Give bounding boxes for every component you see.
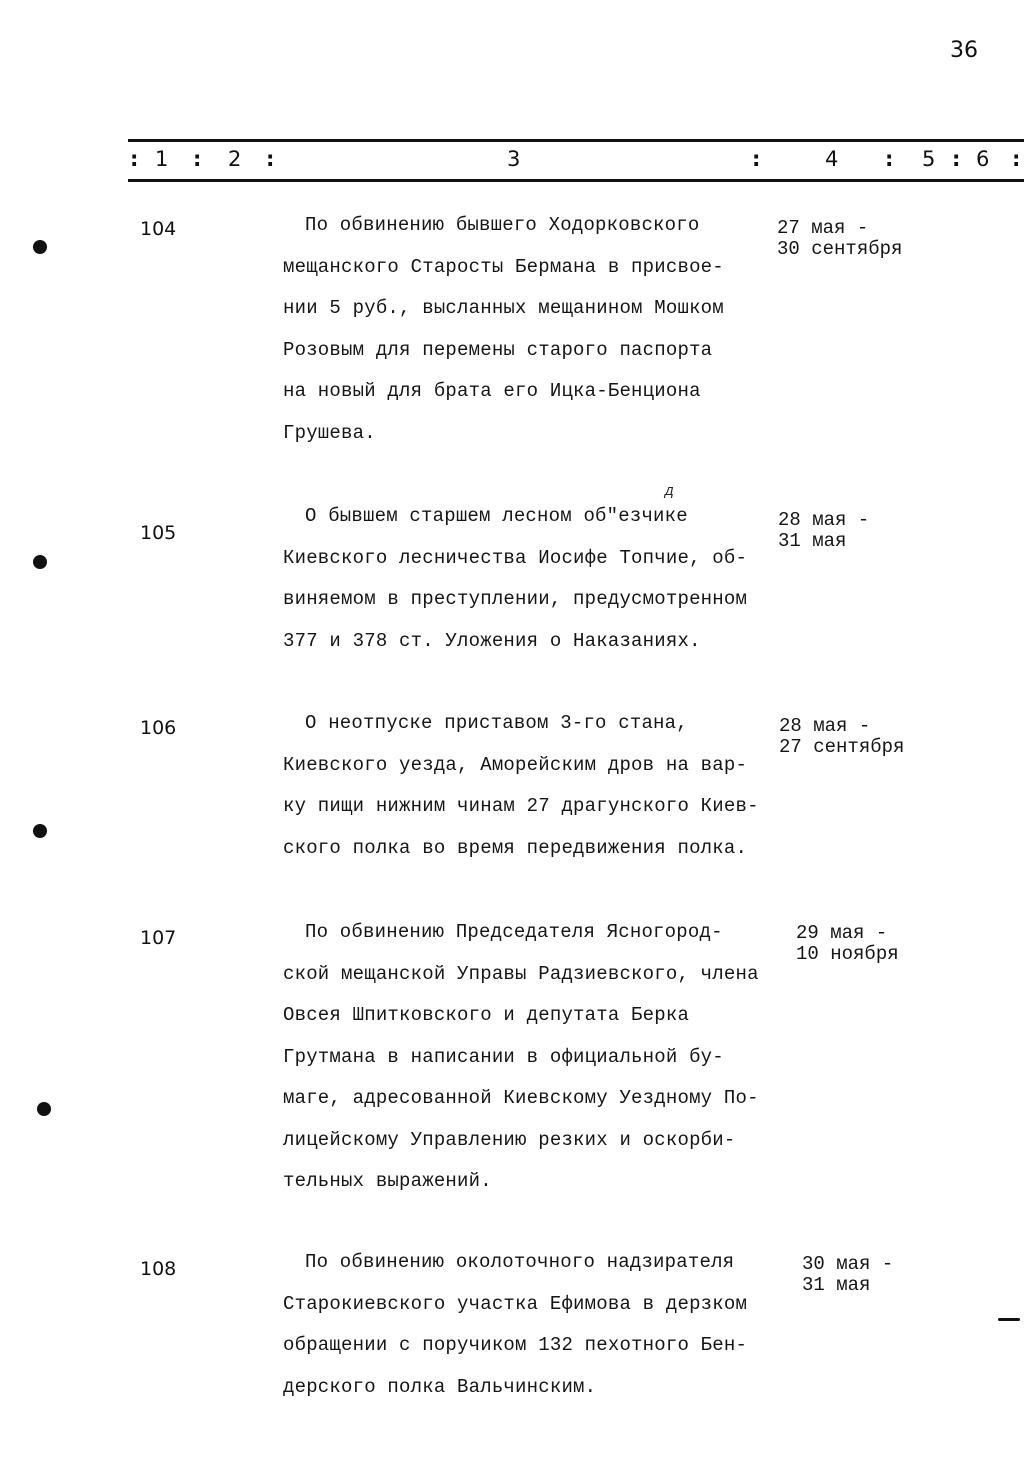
date-from: 29 мая -	[796, 922, 888, 944]
text-line: По обвинению Председателя Ясногород-	[305, 921, 723, 943]
text-line: обращении с поручиком 132 пехотного Бен-	[283, 1334, 748, 1356]
date-to: 10 ноября	[796, 943, 899, 965]
entry-date-range	[777, 218, 902, 260]
column-separator: :	[752, 147, 761, 171]
text-line: О бывшем старшем лесном об"езчике	[305, 505, 688, 527]
text-line: маге, адресованной Киевскому Уездному По-	[283, 1087, 759, 1109]
page-number: 36	[950, 38, 978, 63]
entry-date-range	[796, 923, 899, 965]
column-separator: :	[1012, 147, 1021, 171]
text-line: на новый для брата его Ицка-Бенциона	[283, 380, 701, 402]
date-from: 28 мая -	[779, 715, 871, 737]
date-from: 28 мая -	[778, 509, 870, 531]
header-bottom-rule	[128, 179, 1024, 182]
text-line: По обвинению бывшего Ходорковского	[305, 214, 700, 236]
text-line: О неотпуске приставом 3-го стана,	[305, 712, 688, 734]
column-separator: :	[952, 147, 961, 171]
punch-hole-icon	[33, 555, 47, 569]
text-line: Розовым для перемены старого паспорта	[283, 338, 713, 361]
text-line: Старокиевского участка Ефимова в дерзком	[283, 1292, 748, 1315]
text-line: мещанского Старосты Бермана в присвое-	[283, 255, 724, 278]
column-separator: :	[193, 147, 202, 171]
text-line: дерского полка Вальчинским.	[283, 1375, 597, 1398]
text-line: виняемом в преступлении, предусмотренном	[283, 588, 748, 610]
column-separator: :	[885, 147, 894, 171]
text-line: нии 5 руб., высланных мещанином Мошком	[283, 297, 724, 319]
text-line: По обвинению околоточного надзирателя	[305, 1251, 735, 1273]
text-line: Овсея Шпитковского и депутата Берка	[283, 1004, 690, 1026]
entry-number: 106	[140, 717, 177, 739]
date-from: 30 мая -	[802, 1253, 894, 1275]
text-line: ку пищи нижним чинам 27 драгунского Киев-	[283, 795, 759, 817]
column-header-6: 6	[976, 147, 990, 171]
column-header-1: 1	[155, 147, 169, 171]
date-to: 31 мая	[778, 530, 847, 552]
date-from: 27 мая -	[777, 217, 869, 239]
text-line: Киевского лесничества Иосифе Топчие, об-	[283, 546, 748, 569]
handwritten-correction: д	[665, 483, 675, 500]
margin-mark	[998, 1318, 1020, 1321]
entry-date-range	[779, 716, 904, 758]
entry-description	[283, 703, 803, 869]
column-header-4: 4	[825, 147, 839, 171]
text-line: Киевского уезда, Аморейским дров на вар-	[283, 753, 748, 776]
punch-hole-icon	[33, 824, 47, 838]
entry-description	[283, 912, 803, 1203]
text-line: тельных выражений.	[283, 1170, 492, 1192]
column-header-2: 2	[228, 147, 242, 171]
text-line: Грутмана в написании в официальной бу-	[283, 1045, 724, 1068]
punch-hole-icon	[33, 240, 47, 254]
punch-hole-icon	[37, 1102, 51, 1116]
header-top-rule	[128, 139, 1024, 142]
entry-date-range	[778, 510, 869, 552]
column-header-5: 5	[922, 147, 936, 171]
entry-description	[283, 205, 803, 454]
column-separator: :	[130, 147, 139, 171]
entry-number: 108	[140, 1258, 177, 1280]
entry-description	[283, 496, 803, 662]
date-to: 27 сентября	[779, 736, 905, 758]
entry-number: 107	[140, 927, 177, 949]
date-to: 31 мая	[802, 1274, 871, 1296]
text-line: лицейскому Управлению резких и оскорби-	[283, 1128, 736, 1151]
date-to: 30 сентября	[777, 238, 903, 260]
entry-number: 105	[140, 522, 177, 544]
entry-date-range	[802, 1254, 893, 1296]
column-header-3: 3	[507, 147, 521, 171]
column-separator: :	[266, 147, 275, 171]
text-line: ской мещанской Управы Радзиевского, члена	[283, 962, 759, 985]
entry-number: 104	[140, 218, 177, 240]
text-line: 377 и 378 ст. Уложения о Наказаниях.	[283, 629, 701, 652]
text-line: ского полка во время передвижения полка.	[283, 836, 748, 859]
entry-description	[283, 1242, 803, 1408]
text-line: Грушева.	[283, 421, 376, 444]
